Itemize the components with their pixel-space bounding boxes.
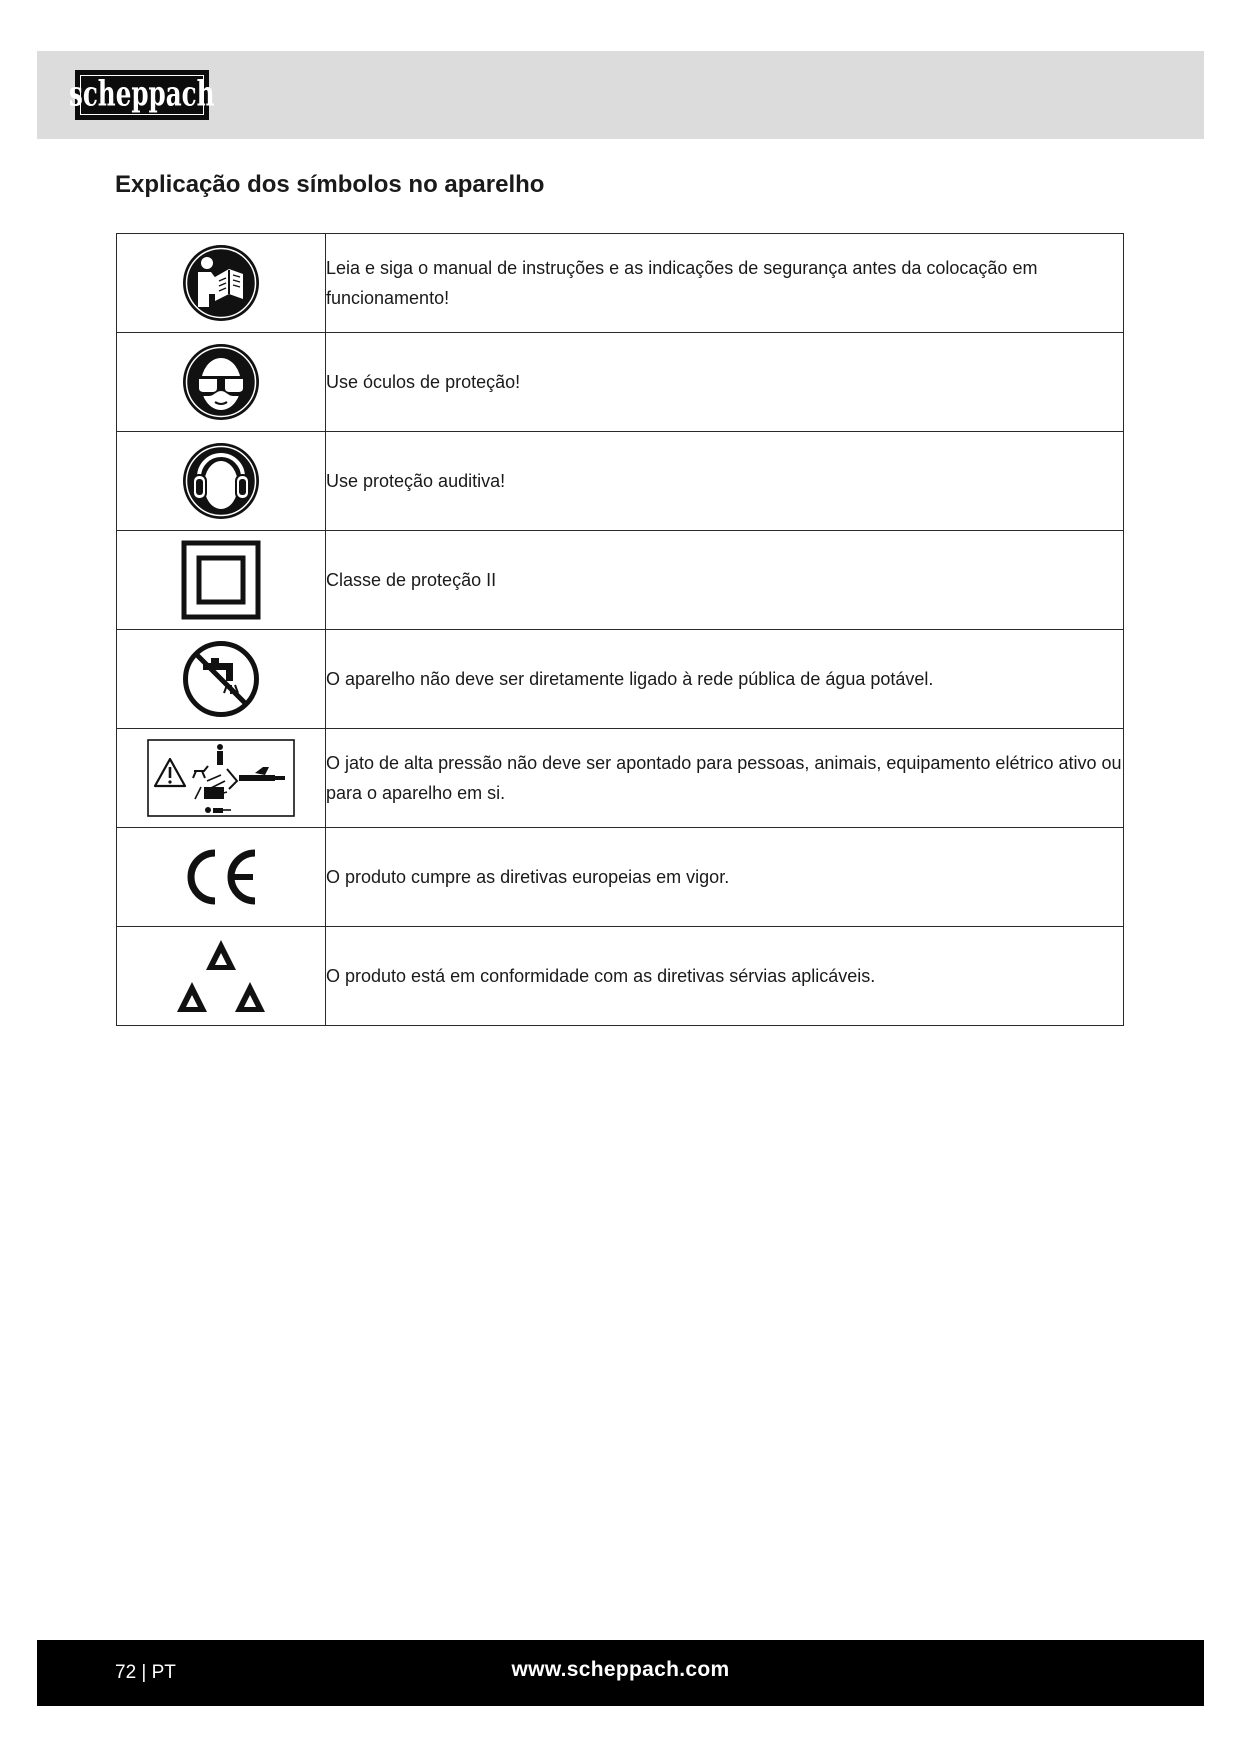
- symbol-cell: [117, 630, 326, 729]
- header-band: [37, 51, 1204, 139]
- no-drinking-water-connection-icon: [181, 639, 261, 719]
- symbol-description: Leia e siga o manual de instruções e as indicações de segurança antes da colocação em funcionamento!: [326, 234, 1124, 333]
- safety-goggles-icon: [181, 342, 261, 422]
- table-row: [117, 432, 1124, 531]
- table-row: [117, 927, 1124, 1026]
- symbol-cell: [117, 927, 326, 1026]
- symbol-description: Use proteção auditiva!: [326, 432, 1124, 531]
- symbol-description: Classe de proteção II: [326, 531, 1124, 630]
- table-row: [117, 729, 1124, 828]
- scheppach-logo: [69, 70, 215, 120]
- symbol-description: O aparelho não deve ser diretamente ligado à rede pública de água potável.: [326, 630, 1124, 729]
- page-title: Explicação dos símbolos no aparelho: [115, 171, 545, 198]
- table-row: [117, 234, 1124, 333]
- symbol-description: O produto está em conformidade com as diretivas sérvias aplicáveis.: [326, 927, 1124, 1026]
- symbol-cell: [117, 531, 326, 630]
- protection-class-ii-icon: [181, 540, 261, 620]
- table-row: [117, 828, 1124, 927]
- symbol-cell: [117, 828, 326, 927]
- high-pressure-jet-warning-icon: [147, 739, 295, 817]
- ear-protection-icon: [181, 441, 261, 521]
- logo-text: scheppach: [69, 74, 215, 115]
- symbol-cell: [117, 234, 326, 333]
- footer-band: [37, 1640, 1204, 1706]
- table-row: [117, 333, 1124, 432]
- symbols-table: [116, 233, 1124, 1026]
- symbol-cell: [117, 432, 326, 531]
- serbian-conformity-mark-icon: [176, 936, 266, 1016]
- symbol-description: O produto cumpre as diretivas europeias em vigor.: [326, 828, 1124, 927]
- symbol-description: Use óculos de proteção!: [326, 333, 1124, 432]
- read-manual-icon: [181, 243, 261, 323]
- symbol-cell: [117, 333, 326, 432]
- symbol-cell: [117, 729, 326, 828]
- table-row: [117, 630, 1124, 729]
- footer-website-url: www.scheppach.com: [511, 1658, 730, 1681]
- ce-mark-icon: [181, 847, 261, 907]
- symbol-description: O jato de alta pressão não deve ser apontado para pessoas, animais, equipamento elétrico ativo ou para o aparelho em si.: [326, 729, 1124, 828]
- table-row: [117, 531, 1124, 630]
- footer-page-label: 72 | PT: [115, 1662, 176, 1683]
